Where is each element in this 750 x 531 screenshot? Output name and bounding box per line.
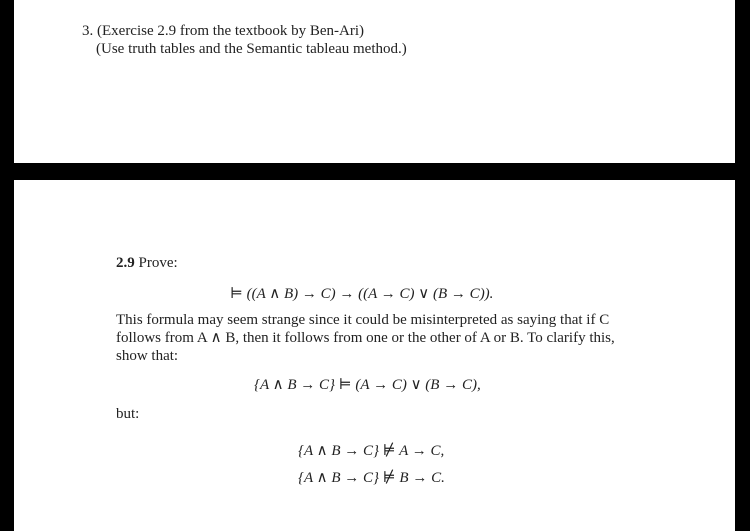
question-subheading: (Use truth tables and the Semantic tableau method.) <box>96 41 407 57</box>
entailment-formula: {A ∧ B → C} ⊨ (A → C) ∨ (B → C), <box>254 377 481 393</box>
but-label: but: <box>116 406 140 422</box>
question-heading: 3. (Exercise 2.9 from the textbook by Ben-Ari) <box>82 23 365 39</box>
exercise-label <box>116 255 178 272</box>
non-entailment-formula-2: {A ∧ B → C} ⊭ B → C. <box>298 470 445 486</box>
exercise-number: 2.9 <box>116 255 135 271</box>
textbook-excerpt-panel <box>14 180 735 531</box>
non-entailment-formula-1: {A ∧ B → C} ⊭ A → C, <box>298 443 445 459</box>
exercise-prompt: Prove: <box>138 255 178 271</box>
main-formula: ⊨ ((A ∧ B) → C) → ((A → C) ∨ (B → C)). <box>230 286 494 302</box>
question-panel <box>14 0 735 163</box>
explanation-paragraph: This formula may seem strange since it could be misinterpreted as saying that if C follows from A ∧ B, then it follows from one or the other of A or B. To clarify this, show that: <box>116 312 615 364</box>
